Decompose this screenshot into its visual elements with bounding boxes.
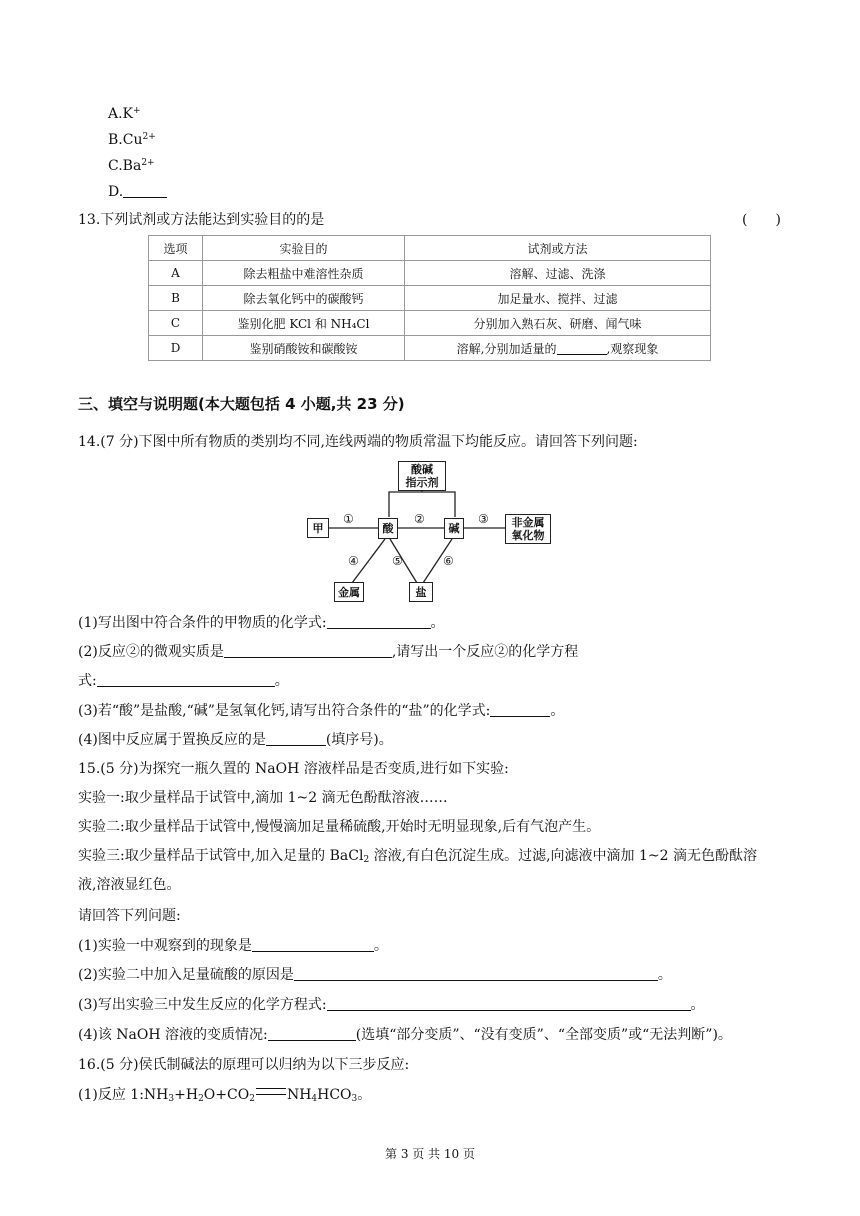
table-header: 实验目的 xyxy=(203,236,405,261)
question-14-stem: 14.(7 分)下图中所有物质的类别均不同,连线两端的物质常温下均能反应。请回答下列问题: xyxy=(78,434,638,450)
answer-blank xyxy=(294,966,658,981)
table-cell: 溶解、过滤、洗涤 xyxy=(405,261,711,286)
q14-part4: (4)图中反应属于置换反应的是 (填序号)。 xyxy=(78,732,393,748)
option-b: $B.Cu^{2+}$ xyxy=(108,132,156,148)
reaction-number-3: ③ xyxy=(478,512,489,526)
experiment-3: 实验三:取少量样品于试管中,加入足量的 BaCl$_2$ 溶液,有白色沉淀生成。过滤,向滤液中滴加 1~2 滴无色酚酞溶 xyxy=(78,848,757,865)
base-box: 碱 xyxy=(444,518,464,539)
answer-blank xyxy=(327,614,431,629)
table-cell: B xyxy=(149,286,203,311)
option-a: A.K+ xyxy=(108,106,141,122)
page-footer: 第 3 页 共 10 页 xyxy=(385,1147,475,1161)
answer-blank xyxy=(224,643,392,658)
table-cell: 鉴别化肥 KCl 和 NH₄Cl xyxy=(203,311,405,336)
q15-ask: 请回答下列问题: xyxy=(78,908,181,924)
answer-blank xyxy=(268,1026,356,1041)
table-cell: 分别加入熟石灰、研磨、闻气味 xyxy=(405,311,711,336)
table-cell: 加足量水、搅拌、过滤 xyxy=(405,286,711,311)
q15-part4: (4)该 NaOH 溶液的变质情况: (选填“部分变质”、“没有变质”、“全部变质”或“无法判断”)。 xyxy=(78,1027,732,1043)
reaction-number-4: ④ xyxy=(348,554,359,568)
table-cell: 鉴别硝酸铵和碳酸铵 xyxy=(203,336,405,361)
metal-box: 金属 xyxy=(334,582,364,602)
reaction-number-6: ⑥ xyxy=(443,554,454,568)
answer-blank xyxy=(327,996,691,1011)
table-cell: 除去氧化钙中的碳酸钙 xyxy=(203,286,405,311)
q15-part2: (2)实验二中加入足量硫酸的原因是 。 xyxy=(78,967,672,983)
salt-box: 盐 xyxy=(409,582,433,602)
jia-box: 甲 xyxy=(307,518,329,538)
option-d: D. xyxy=(108,183,167,201)
answer-blank xyxy=(252,937,374,952)
q14-part2: (2)反应②的微观实质是 ,请写出一个反应②的化学方程 xyxy=(78,644,579,660)
indicator-box: 酸碱 指示剂 xyxy=(398,461,446,491)
reaction-number-5: ⑤ xyxy=(392,554,403,568)
answer-blank xyxy=(490,702,550,717)
answer-parentheses: ( ) xyxy=(742,212,781,228)
q14-part3: (3)若“酸”是盐酸,“碱”是氢氧化钙,请写出符合条件的“盐”的化学式: 。 xyxy=(78,703,565,719)
equals-sign xyxy=(256,1088,286,1095)
table-header: 选项 xyxy=(149,236,203,261)
nonmetal-oxide-box: 非金属 氧化物 xyxy=(505,514,551,544)
q14-part1: (1)写出图中符合条件的甲物质的化学式: 。 xyxy=(78,615,445,631)
experiment-2: 实验二:取少量样品于试管中,慢慢滴加足量稀硫酸,开始时无明显现象,后有气泡产生。 xyxy=(78,819,601,835)
question-13-stem: 13.下列试剂或方法能达到实验目的的是 xyxy=(78,212,325,228)
question-16-stem: 16.(5 分)侯氏制碱法的原理可以归纳为以下三步反应: xyxy=(78,1057,410,1073)
q14-part2-cont: 式: 。 xyxy=(78,673,289,689)
experiment-3-cont: 液,溶液显红色。 xyxy=(78,877,181,893)
question-15-stem: 15.(5 分)为探究一瓶久置的 NaOH 溶液样品是否变质,进行如下实验: xyxy=(78,761,509,777)
table-cell: A xyxy=(149,261,203,286)
reaction-number-1: ① xyxy=(343,512,354,526)
experiment-1: 实验一:取少量样品于试管中,滴加 1~2 滴无色酚酞溶液…… xyxy=(78,790,448,806)
reaction-number-2: ② xyxy=(414,512,425,526)
answer-blank xyxy=(266,731,326,746)
answer-blank xyxy=(97,672,275,687)
table-cell: 除去粗盐中难溶性杂质 xyxy=(203,261,405,286)
table-cell: C xyxy=(149,311,203,336)
table-cell: 溶解,分别加适量的 ,观察现象 xyxy=(405,336,711,361)
option-c: $C.Ba^{2+}$ xyxy=(108,158,155,174)
q15-part3: (3)写出实验三中发生反应的化学方程式: 。 xyxy=(78,997,705,1013)
reaction-1-equation: (1)反应 $1:NH_3+H_2O+CO_2$ $NH_4HCO_3$。 xyxy=(78,1087,372,1104)
q15-part1: (1)实验一中观察到的现象是 。 xyxy=(78,938,388,954)
table-header: 试剂或方法 xyxy=(405,236,711,261)
table-cell: D xyxy=(149,336,203,361)
section-title: 三、填空与说明题(本大题包括 4 小题,共 23 分) xyxy=(78,395,405,413)
acid-box: 酸 xyxy=(378,518,398,539)
